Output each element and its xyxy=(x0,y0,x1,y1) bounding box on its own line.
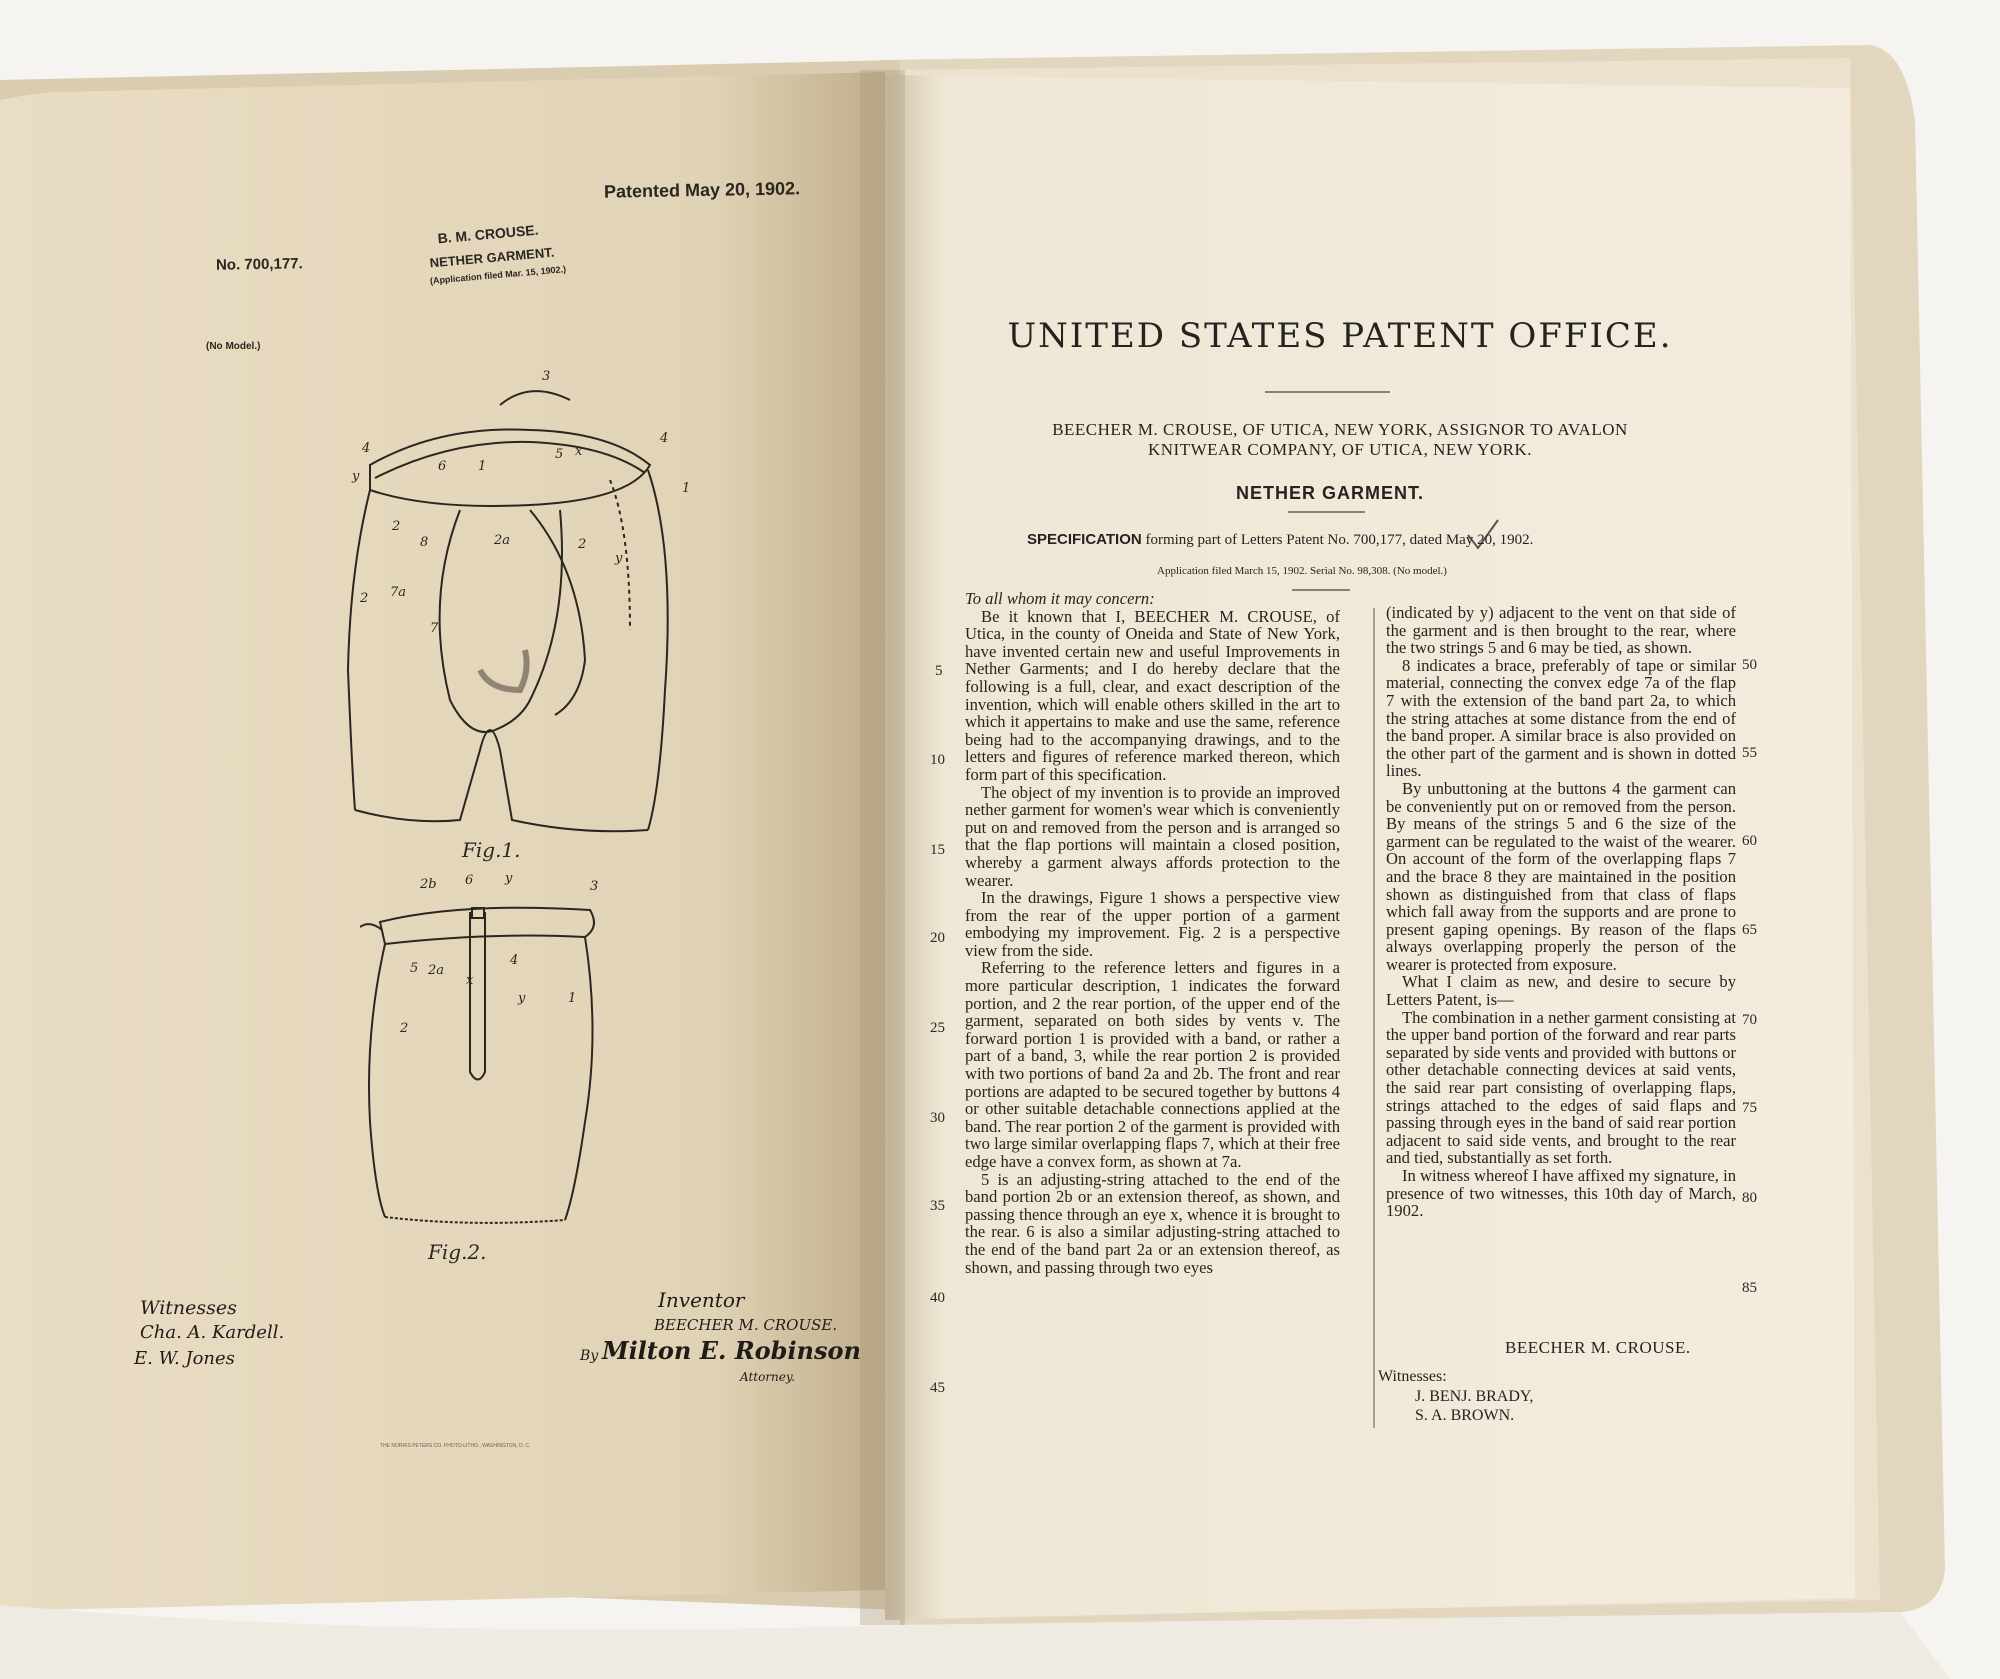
patent-number: No. 700,177. xyxy=(215,255,303,274)
fig2-label: x xyxy=(466,973,474,988)
fig1-label: 7 xyxy=(430,621,439,636)
witness-signature-2: E. W. Jones xyxy=(134,1348,235,1369)
text-column-left xyxy=(965,590,1340,1276)
line-number: 25 xyxy=(930,1020,945,1036)
fig1-label: 1 xyxy=(478,459,487,474)
line-number: 30 xyxy=(930,1110,945,1126)
witnesses-label: Witnesses xyxy=(140,1297,237,1319)
specification-label: SPECIFICATION xyxy=(1027,531,1142,548)
fig2-label: 3 xyxy=(590,879,599,894)
fig1-label: y xyxy=(615,551,623,566)
paragraph: What I claim as new, and desire to secure by Letters Patent, is— xyxy=(1386,972,1736,1010)
no-model: (No Model.) xyxy=(206,341,261,352)
line-number: 35 xyxy=(930,1198,945,1214)
line-number: 55 xyxy=(1742,745,1757,761)
line-number: 50 xyxy=(1742,657,1757,673)
paragraph: The object of my invention is to provide an improved nether garment for women's wear which is conveniently put on and removed from the person and is arranged so that the flap portions will maintain a closed position, whereby a garment always affords protection to the wearer. xyxy=(965,782,1340,890)
figure-1-drawing xyxy=(330,370,700,860)
fig1-caption: Fig.1. xyxy=(462,838,521,862)
fig1-label: 4 xyxy=(660,431,669,446)
fig1-label: 1 xyxy=(682,481,691,496)
figure-2-drawing xyxy=(360,872,600,1242)
fig1-label: 8 xyxy=(420,535,429,550)
line-number: 40 xyxy=(930,1290,945,1306)
assignor-line-2: KNITWEAR COMPANY, OF UTICA, NEW YORK. xyxy=(1147,440,1533,459)
line-number: 70 xyxy=(1742,1012,1757,1028)
line-number: 45 xyxy=(930,1380,945,1396)
paragraph: By unbuttoning at the buttons 4 the garment can be conveniently put on or removed from the person. By means of the strings 5 and 6 the size of the garment can be regulated to the waist of the wearer. On account of the form of the overlapping flaps 7 and the brace 8 they are maintained in the position shown as distinguished from that class of flaps which fall away from the supports and are prone to present gaping openings. By reason of the flaps always overlapping properly the person of the wearer is protected from exposure. xyxy=(1386,778,1736,974)
inventor-name-header: B. M. CROUSE. xyxy=(436,221,540,247)
fig2-caption: Fig.2. xyxy=(428,1240,487,1264)
fig2-label: 5 xyxy=(410,961,419,976)
fig2-label: 6 xyxy=(465,873,474,888)
assignor-line-1: BEECHER M. CROUSE, OF UTICA, NEW YORK, ASSIGNOR TO AVALON xyxy=(1052,420,1628,439)
fig1-label: x xyxy=(575,444,583,459)
line-number: 60 xyxy=(1742,833,1757,849)
paragraph: (indicated by y) adjacent to the vent on that side of the garment and is then brought to the rear, where the two strings 5 and 6 may be tied, as shown. xyxy=(1386,603,1736,658)
paragraph: Referring to the reference letters and figures in a more particular description, 1 indicates the forward portion, and 2 the rear portion, of the upper end of the garment, separated on both sides by vents v. The forward portion 1 is provided with a band, or rather a part of a band, 3, while the rear portion 2 is provided with two portions of band 2a and 2b. The front and rear portions are adapted to be secured together by buttons 4 or other suitable detachable connections applied at the band. The rear portion 2 of the garment is provided with two large similar overlapping flaps 7, which at their free edge have a convex form, as shown at 7a. xyxy=(965,958,1340,1171)
fig1-label: 2 xyxy=(392,519,401,534)
witnesses-heading: Witnesses: xyxy=(1378,1368,1447,1385)
printer-credit: THE NORRIS PETERS CO. PHOTO-LITHO., WASHINGTON, D. C. xyxy=(380,1443,531,1449)
fig1-label: 3 xyxy=(542,370,551,384)
witness-name-2: S. A. BROWN. xyxy=(1415,1407,1515,1424)
fig1-label: 2 xyxy=(360,591,369,606)
salutation: To all whom it may concern: xyxy=(965,589,1155,608)
specification-text: forming part of Letters Patent No. 700,177, dated May 20, 1902. xyxy=(1141,532,1534,548)
fig1-label: y xyxy=(352,469,360,484)
line-number: 75 xyxy=(1742,1100,1757,1116)
witness-name-1: J. BENJ. BRADY, xyxy=(1415,1388,1534,1405)
inventor-signature: BEECHER M. CROUSE. xyxy=(654,1316,838,1334)
application-line: Application filed March 15, 1902. Serial No. 98,308. (No model.) xyxy=(1157,565,1447,577)
line-number: 80 xyxy=(1742,1190,1757,1206)
paragraph: 5 is an adjusting-string attached to the end of the band portion 2b or an extension thereof, as shown, and passing thence through an eye x, whence it is brought to the rear. 6 is also a similar adjusting-string attached to the end of the band part 2a or an extension thereof, as shown, and passing through two eyes xyxy=(965,1169,1340,1277)
paragraph: In the drawings, Figure 1 shows a perspective view from the rear of the upper portion of a garment embodying my improvement. Fig. 2 is a perspective view from the side. xyxy=(965,888,1340,960)
fig2-label: 2b xyxy=(420,877,437,892)
paragraph: Be it known that I, BEECHER M. CROUSE, of Utica, in the county of Oneida and State of New York, have invented certain new and useful Improvements in Nether Garments; and I do hereby declare that the following is a full, clear, and exact description of the invention, which will enable others skilled in the art to which it appertains to make and use the same, reference being had to the accompanying drawings, and to the letters and figures of reference marked thereon, which form part of this specification. xyxy=(965,606,1340,784)
document-title: NETHER GARMENT. xyxy=(1235,483,1424,503)
line-number: 5 xyxy=(935,663,943,679)
drawing-application: (Application filed Mar. 15, 1902.) xyxy=(429,264,567,286)
paragraph: The combination in a nether garment consisting at the upper band portion of the forward and rear parts separated by side vents and provided with buttons or other detachable connecting devices at said vents, the said rear part consisting of overlapping flaps, strings attached to the edges of said flaps and passing through eyes in the band of said rear portion adjacent to said side vents, and brought to the rear and tied, substantially as set forth. xyxy=(1386,1007,1736,1168)
office-heading: UNITED STATES PATENT OFFICE. xyxy=(1007,316,1673,356)
specification-line xyxy=(1027,531,1533,549)
witness-signature-1: Cha. A. Kardell. xyxy=(140,1322,285,1343)
by-label: By xyxy=(580,1348,599,1364)
fig1-label: 6 xyxy=(438,459,447,474)
line-number: 20 xyxy=(930,930,945,946)
line-number: 85 xyxy=(1742,1280,1757,1296)
attorney-label: Attorney. xyxy=(740,1370,795,1384)
paragraph: In witness whereof I have affixed my signature, in presence of two witnesses, this 10th day of March, 1902. xyxy=(1386,1166,1736,1221)
closing-signature: BEECHER M. CROUSE. xyxy=(1505,1338,1691,1357)
fig2-label: y xyxy=(505,872,513,886)
fig1-label: 2 xyxy=(578,537,587,552)
inventor-label: Inventor xyxy=(658,1288,745,1312)
fig2-label: 1 xyxy=(568,991,577,1006)
fig2-label: 2 xyxy=(400,1021,409,1036)
fig1-label: 7a xyxy=(390,585,407,600)
attorney-signature: Milton E. Robinson xyxy=(602,1336,861,1365)
fig1-label: 4 xyxy=(362,441,371,456)
line-number: 15 xyxy=(930,842,945,858)
fig1-label: 2a xyxy=(494,533,511,548)
fig2-label: 2a xyxy=(428,963,445,978)
line-number: 65 xyxy=(1742,922,1757,938)
paragraph: 8 indicates a brace, preferably of tape or similar material, connecting the convex edge 7a of the flap 7 with the extension of the band part 2a, to which the string attaches at some distance from the end of the band proper. A similar brace is also provided on the other part of the garment and is shown in dotted lines. xyxy=(1386,655,1736,781)
line-number: 10 xyxy=(930,752,945,768)
patented-date: Patented May 20, 1902. xyxy=(603,178,801,202)
fig2-label: 4 xyxy=(510,953,519,968)
text-column-right xyxy=(1386,604,1736,1220)
drawing-title: NETHER GARMENT. xyxy=(429,244,555,271)
fig2-label: y xyxy=(518,991,526,1006)
fig1-label: 5 xyxy=(555,447,564,462)
